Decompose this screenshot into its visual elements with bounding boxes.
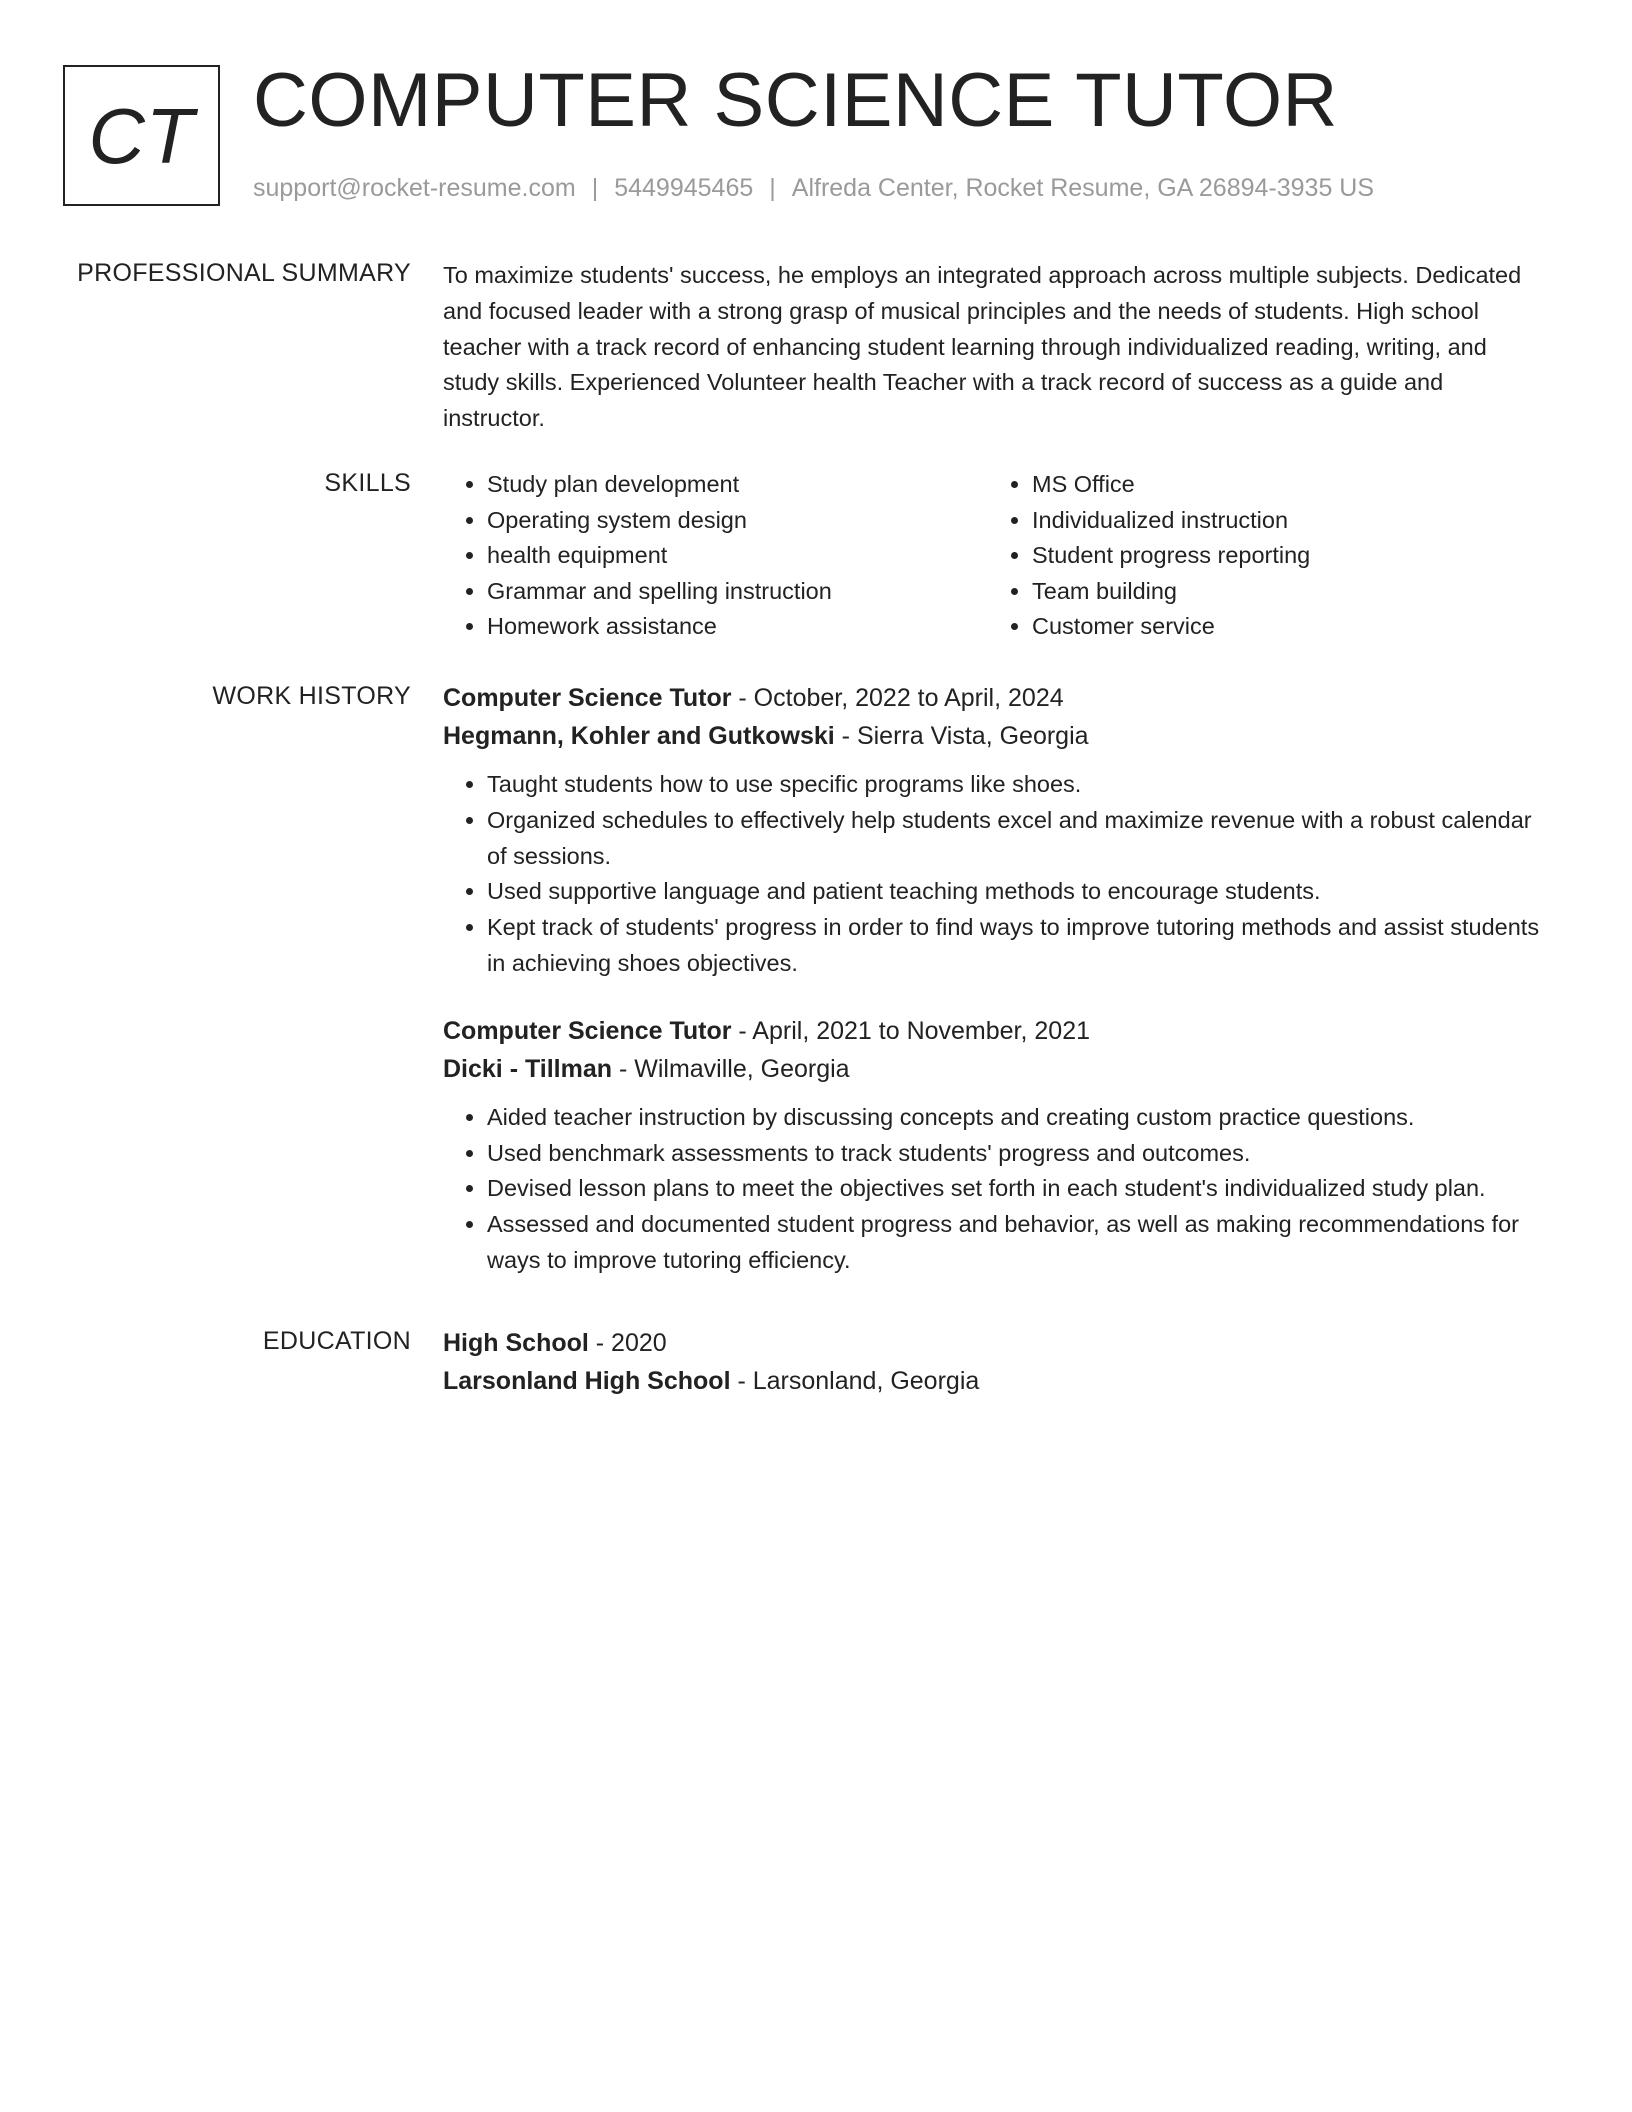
monogram-initials: CT <box>88 91 195 180</box>
job-bullet: • Kept track of students' progress in order to find ways to improve tutoring methods and assist students in achieving shoes objectives. <box>487 910 1543 982</box>
job-dates: - April, 2021 to November, 2021 <box>731 1016 1091 1045</box>
job-bullet: • Organized schedules to effectively help students excel and maximize revenue with a robust calendar of sessions. <box>487 803 1543 875</box>
job-bullet: • Devised lesson plans to meet the objectives set forth in each student's individualized study plan. <box>487 1171 1543 1207</box>
contact-separator: | <box>769 174 776 202</box>
job-company-line <box>443 717 1543 755</box>
skills-list-left <box>443 467 988 645</box>
skills-columns <box>443 467 1543 645</box>
job-bullets <box>443 1100 1543 1279</box>
summary-text: To maximize students' success, he employs an integrated approach across multiple subjects. Dedicated and focused leader with a strong grasp of musical principles and the needs of students. High school teacher with a track record of enhancing student learning through individualized reading, writing, and study skills. Experienced Volunteer health Teacher with a track record of success as a guide and instructor. <box>443 262 1522 432</box>
summary-heading: PROFESSIONAL SUMMARY <box>77 259 411 287</box>
education-degree: High School <box>443 1329 589 1357</box>
skill-item: • Study plan development <box>487 467 988 503</box>
job-bullet: • Assessed and documented student progress and behavior, as well as making recommendations for ways to improve tutoring efficiency. <box>487 1207 1543 1279</box>
job-entry <box>443 1012 1543 1279</box>
job-bullet: • Used supportive language and patient teaching methods to encourage students. <box>487 874 1543 910</box>
education-location: - Larsonland, Georgia <box>730 1367 980 1395</box>
job-bullets <box>443 767 1543 982</box>
job-company-line <box>443 1050 1543 1088</box>
skill-item: • Operating system design <box>487 503 988 539</box>
job-title-line <box>443 1012 1543 1050</box>
job-title: Computer Science Tutor <box>443 684 732 712</box>
skill-item: • Student progress reporting <box>1032 538 1533 574</box>
skills-heading: SKILLS <box>324 469 411 497</box>
contact-separator: | <box>591 174 599 202</box>
contact-phone[interactable]: 5449945465 <box>614 174 754 202</box>
skill-item: • Team building <box>1032 574 1533 610</box>
work-history-heading: WORK HISTORY <box>212 682 411 710</box>
work-history-body <box>443 679 1543 1279</box>
job-title: Computer Science Tutor <box>443 1016 732 1045</box>
contact-line <box>253 172 1374 204</box>
job-title-line <box>443 679 1543 717</box>
job-location: - Wilmaville, Georgia <box>612 1054 850 1083</box>
skills-list-right <box>988 467 1533 645</box>
job-company: Hegmann, Kohler and Gutkowski <box>443 722 835 750</box>
job-bullet: • Taught students how to use specific programs like shoes. <box>487 767 1543 803</box>
education-degree-line <box>443 1324 1543 1362</box>
job-dates: - October, 2022 to April, 2024 <box>731 684 1064 712</box>
job-bullet: • Aided teacher instruction by discussing concepts and creating custom practice questions. <box>487 1100 1543 1136</box>
skill-item: • Grammar and spelling instruction <box>487 574 988 610</box>
skills-body <box>443 467 1543 645</box>
education-heading: EDUCATION <box>262 1327 411 1355</box>
job-entry <box>443 679 1543 982</box>
skill-item: • Customer service <box>1032 609 1533 645</box>
candidate-name: COMPUTER SCIENCE TUTOR <box>253 58 1338 143</box>
summary-body <box>443 258 1543 437</box>
skill-item: • MS Office <box>1032 467 1533 503</box>
job-bullet: • Used benchmark assessments to track students' progress and outcomes. <box>487 1136 1543 1172</box>
contact-email[interactable]: support@rocket-resume.com <box>253 174 576 202</box>
education-school: Larsonland High School <box>443 1367 731 1395</box>
education-body <box>443 1324 1543 1400</box>
monogram-box <box>63 65 220 206</box>
skill-item: • Individualized instruction <box>1032 503 1533 539</box>
contact-address: Alfreda Center, Rocket Resume, GA 26894-3935 US <box>791 174 1375 202</box>
job-company: Dicki - Tillman <box>443 1054 613 1083</box>
skill-item: • health equipment <box>487 538 988 574</box>
job-location: - Sierra Vista, Georgia <box>834 722 1089 750</box>
skill-item: • Homework assistance <box>487 609 988 645</box>
education-school-line <box>443 1362 1543 1400</box>
education-year: - 2020 <box>588 1329 667 1357</box>
